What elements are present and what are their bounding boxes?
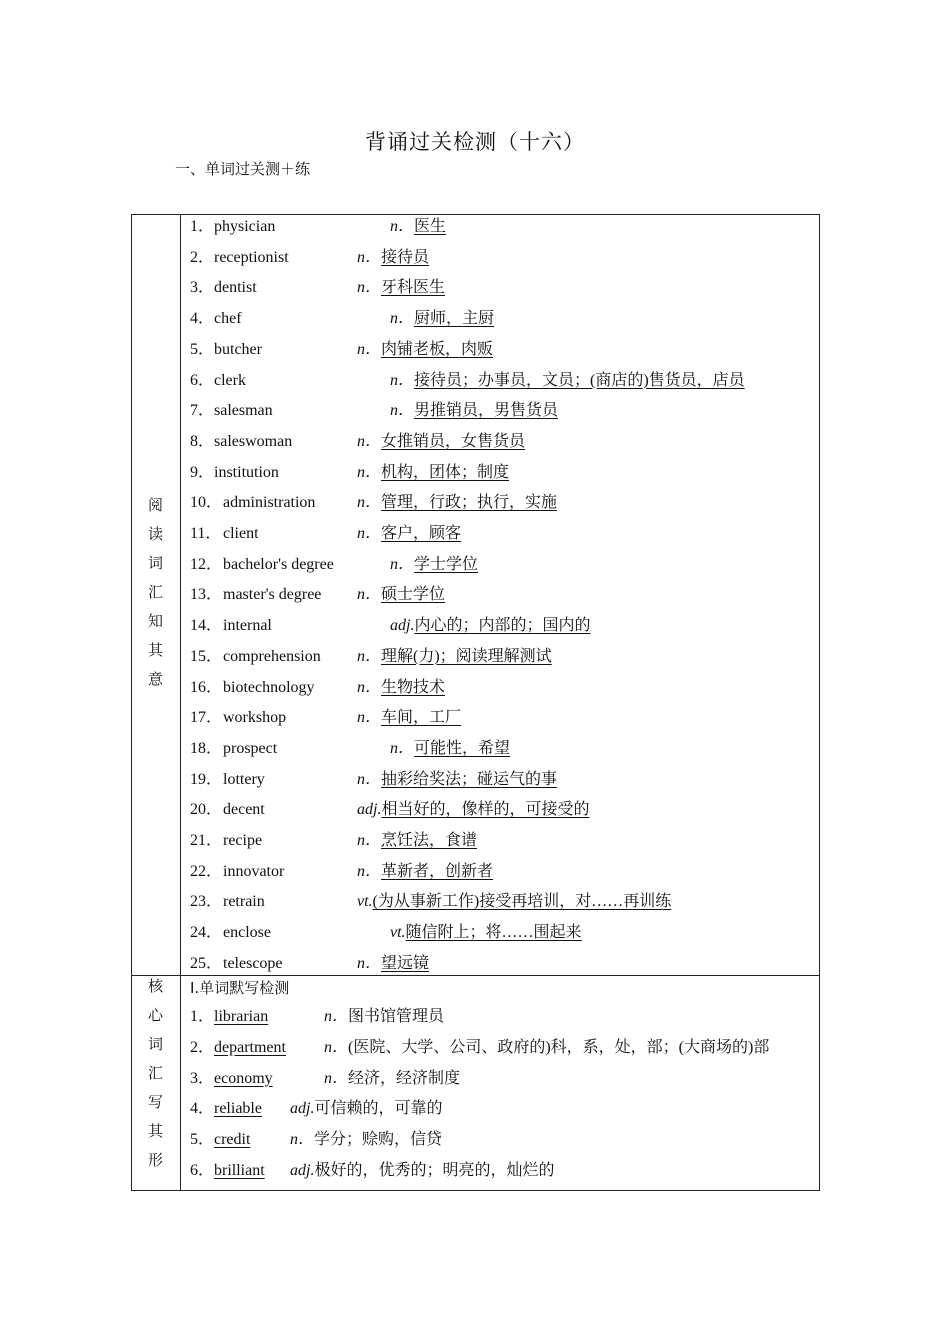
vocab-word: salesman: [214, 402, 273, 420]
definition: [324, 1033, 769, 1063]
item-number: 12．: [190, 555, 223, 573]
label-char: 阅: [147, 496, 163, 514]
definition: [390, 212, 446, 242]
item-number: 1．: [190, 218, 215, 235]
list-item: [190, 304, 810, 334]
answer-word: brilliant: [214, 1162, 265, 1179]
meaning: 机构，团体；制度: [381, 463, 510, 481]
part-of-speech: n．: [357, 832, 382, 849]
item-number: 6．: [190, 1162, 215, 1179]
item-number: 13．: [190, 586, 223, 604]
list-item: [190, 519, 810, 549]
list-item: [190, 1156, 810, 1186]
label-char: 词: [147, 1035, 163, 1053]
dictation-heading: Ⅰ.单词默写检测: [190, 979, 290, 997]
definition: [357, 673, 445, 703]
item-number: 16．: [190, 678, 223, 696]
definition: [390, 734, 510, 764]
part-of-speech: n．: [357, 340, 382, 358]
item-number: 3．: [190, 279, 215, 297]
vocab-word: lottery: [223, 770, 265, 788]
item-number: 18．: [190, 739, 223, 757]
item-number: 14．: [190, 617, 223, 635]
vocab-word: workshop: [223, 709, 287, 727]
meaning: 随信附上；将……围起来: [405, 924, 582, 942]
label-char: 读: [147, 525, 163, 543]
vocab-word: physician: [214, 218, 276, 235]
item-number: 23．: [190, 893, 223, 911]
answer-word: librarian: [214, 1008, 269, 1025]
part-of-speech: n．: [357, 709, 382, 727]
list-item: [190, 765, 810, 795]
label-char: 汇: [147, 1064, 163, 1082]
item-number: 2．: [190, 1038, 215, 1056]
item-number: 4．: [190, 1100, 215, 1118]
part-of-speech: adj.: [290, 1162, 315, 1179]
label-char: 汇: [147, 583, 163, 601]
list-item: [190, 673, 810, 703]
meaning: 学分；赊购，信贷: [314, 1131, 443, 1149]
definition: [357, 458, 509, 488]
meaning: 肉铺老板，肉贩: [381, 340, 494, 358]
definition: [357, 243, 429, 273]
page-title: 背诵过关检测（十六）: [365, 130, 585, 154]
item-number: 5．: [190, 340, 215, 358]
meaning: (医院、大学、公司、政府的)科，系，处，部；(大商场的)部: [348, 1038, 770, 1056]
part-of-speech: vt.: [390, 924, 406, 942]
meaning: 图书馆管理员: [348, 1008, 445, 1025]
vocab-word: chef: [214, 310, 242, 328]
list-item: [190, 273, 810, 303]
part-of-speech: n．: [290, 1131, 315, 1149]
definition: [390, 366, 745, 396]
part-of-speech: n．: [390, 402, 415, 420]
meaning: 可信赖的，可靠的: [314, 1100, 443, 1118]
part-of-speech: n．: [357, 770, 382, 788]
definition: [357, 519, 461, 549]
meaning: 管理，行政；执行，实施: [381, 494, 558, 512]
vocab-word: biotechnology: [223, 678, 315, 696]
label-char: 其: [147, 1122, 163, 1140]
vocab-word: client: [223, 525, 259, 542]
part-of-speech: n．: [357, 954, 382, 972]
item-number: 3．: [190, 1069, 215, 1087]
item-number: 7．: [190, 402, 215, 420]
vocab-word: administration: [223, 494, 316, 512]
answer-word: economy: [214, 1069, 273, 1087]
vocab-word: enclose: [223, 924, 271, 942]
meaning: 极好的，优秀的；明亮的，灿烂的: [314, 1162, 555, 1179]
part-of-speech: adj.: [290, 1100, 315, 1118]
item-number: 22．: [190, 862, 223, 880]
definition: [357, 887, 671, 917]
part-of-speech: n．: [357, 463, 382, 481]
item-number: 2．: [190, 248, 215, 266]
list-item: [190, 1125, 810, 1155]
meaning: 理解(力)；阅读理解测试: [381, 647, 552, 665]
meaning: 接待员: [381, 248, 430, 266]
part-of-speech: vt.: [357, 893, 373, 911]
part-of-speech: n．: [357, 586, 382, 604]
list-item: [190, 918, 810, 948]
meaning: 厨师，主厨: [414, 310, 495, 328]
vocab-word: bachelor's degree: [223, 555, 334, 573]
definition: [357, 703, 461, 733]
meaning: 女推销员，女售货员: [381, 432, 526, 450]
label-char: 知: [147, 612, 163, 630]
label-char: 意: [147, 670, 163, 688]
item-number: 9．: [190, 463, 215, 481]
part-of-speech: n．: [324, 1008, 349, 1025]
vocab-word: dentist: [214, 279, 257, 297]
part-of-speech: n．: [390, 218, 415, 235]
label-char: 词: [147, 554, 163, 572]
definition: [357, 826, 477, 856]
meaning: 硕士学位: [381, 586, 446, 604]
list-item: [190, 703, 810, 733]
answer-word: reliable: [214, 1100, 262, 1118]
list-item: [190, 580, 810, 610]
list-item: [190, 335, 810, 365]
part-of-speech: n．: [357, 678, 382, 696]
section-heading: 一、单词过关测＋练: [175, 160, 311, 178]
item-number: 5．: [190, 1131, 215, 1149]
definition: [390, 611, 590, 641]
definition: [390, 918, 582, 948]
vocab-word: receptionist: [214, 248, 289, 266]
item-number: 8．: [190, 432, 215, 450]
part-of-speech: n．: [357, 279, 382, 297]
vocab-word: innovator: [223, 862, 285, 880]
vocab-word: decent: [223, 801, 265, 819]
meaning: 客户，顾客: [381, 525, 462, 542]
definition: [357, 273, 445, 303]
part-of-speech: adj.: [390, 617, 415, 635]
part-of-speech: n．: [390, 371, 415, 389]
reading-block-label: [131, 491, 180, 694]
list-item: [190, 458, 810, 488]
meaning: 内心的；内部的；国内的: [414, 617, 591, 635]
answer-word: credit: [214, 1131, 251, 1149]
definition: [357, 949, 429, 979]
column-divider: [180, 214, 181, 1191]
definition: [357, 335, 493, 365]
definition: [357, 765, 557, 795]
vocab-word: comprehension: [223, 647, 321, 665]
meaning: 望远镜: [381, 954, 430, 972]
meaning: 革新者，创新者: [381, 862, 494, 880]
item-number: 15．: [190, 647, 223, 665]
list-item: [190, 212, 810, 242]
part-of-speech: n．: [390, 739, 415, 757]
vocab-word: butcher: [214, 340, 262, 358]
meaning: 经济，经济制度: [348, 1069, 461, 1087]
part-of-speech: n．: [324, 1069, 349, 1087]
list-item: [190, 857, 810, 887]
definition: [290, 1094, 442, 1124]
vocab-word: internal: [223, 617, 272, 635]
list-item: [190, 1094, 810, 1124]
definition: [290, 1156, 554, 1186]
list-item: [190, 396, 810, 426]
item-number: 11．: [190, 525, 222, 542]
definition: [357, 427, 525, 457]
meaning: 医生: [414, 218, 447, 235]
meaning: 男推销员，男售货员: [414, 402, 559, 420]
definition: [390, 550, 478, 580]
meaning: (为从事新工作)接受再培训，对……再训练: [372, 893, 672, 911]
definition: [357, 857, 493, 887]
part-of-speech: n．: [324, 1038, 349, 1056]
item-number: 20．: [190, 801, 223, 819]
item-number: 4．: [190, 310, 215, 328]
vocab-word: recipe: [223, 832, 263, 849]
definition: [324, 1002, 444, 1032]
definition: [324, 1064, 460, 1094]
part-of-speech: n．: [390, 555, 415, 573]
vocab-word: prospect: [223, 739, 278, 757]
list-item: [190, 488, 810, 518]
part-of-speech: adj.: [357, 801, 382, 819]
vocab-word: institution: [214, 463, 279, 481]
list-item: [190, 795, 810, 825]
item-number: 24．: [190, 924, 223, 942]
list-item: [190, 1064, 810, 1094]
item-number: 19．: [190, 770, 223, 788]
meaning: 牙科医生: [381, 279, 446, 297]
meaning: 抽彩给奖法；碰运气的事: [381, 770, 558, 788]
list-item: [190, 1033, 810, 1063]
label-char: 心: [147, 1006, 163, 1024]
vocab-word: saleswoman: [214, 432, 293, 450]
definition: [357, 580, 445, 610]
label-char: 其: [147, 641, 163, 659]
part-of-speech: n．: [357, 525, 382, 542]
part-of-speech: n．: [390, 310, 415, 328]
list-item: [190, 427, 810, 457]
list-item: [190, 642, 810, 672]
item-number: 6．: [190, 371, 215, 389]
meaning: 生物技术: [381, 678, 446, 696]
part-of-speech: n．: [357, 862, 382, 880]
definition: [390, 304, 494, 334]
list-item: [190, 734, 810, 764]
list-item: [190, 243, 810, 273]
list-item: [190, 366, 810, 396]
definition: [357, 488, 557, 518]
list-item: [190, 550, 810, 580]
vocab-word: retrain: [223, 893, 265, 911]
label-char: 核: [147, 977, 163, 995]
label-char: 写: [147, 1093, 163, 1111]
vocab-word: telescope: [223, 954, 283, 972]
definition: [390, 396, 558, 426]
item-number: 25．: [190, 954, 223, 972]
definition: [290, 1125, 442, 1155]
part-of-speech: n．: [357, 432, 382, 450]
meaning: 车间，工厂: [381, 709, 462, 727]
item-number: 17．: [190, 709, 223, 727]
meaning: 学士学位: [414, 555, 479, 573]
meaning: 可能性，希望: [414, 739, 511, 757]
label-char: 形: [147, 1151, 163, 1169]
part-of-speech: n．: [357, 647, 382, 665]
vocab-word: clerk: [214, 371, 246, 389]
part-of-speech: n．: [357, 248, 382, 266]
item-number: 1．: [190, 1008, 215, 1025]
vocab-word: master's degree: [223, 586, 322, 604]
writing-block-label: [131, 972, 180, 1175]
list-item: [190, 826, 810, 856]
meaning: 烹饪法，食谱: [381, 832, 478, 849]
definition: [357, 795, 589, 825]
list-item: [190, 611, 810, 641]
item-number: 10．: [190, 494, 223, 512]
meaning: 接待员；办事员，文员；(商店的)售货员，店员: [414, 371, 745, 389]
answer-word: department: [214, 1038, 286, 1056]
meaning: 相当好的，像样的，可接受的: [381, 801, 590, 819]
list-item: [190, 887, 810, 917]
list-item: [190, 1002, 810, 1032]
item-number: 21．: [190, 832, 223, 849]
part-of-speech: n．: [357, 494, 382, 512]
definition: [357, 642, 552, 672]
